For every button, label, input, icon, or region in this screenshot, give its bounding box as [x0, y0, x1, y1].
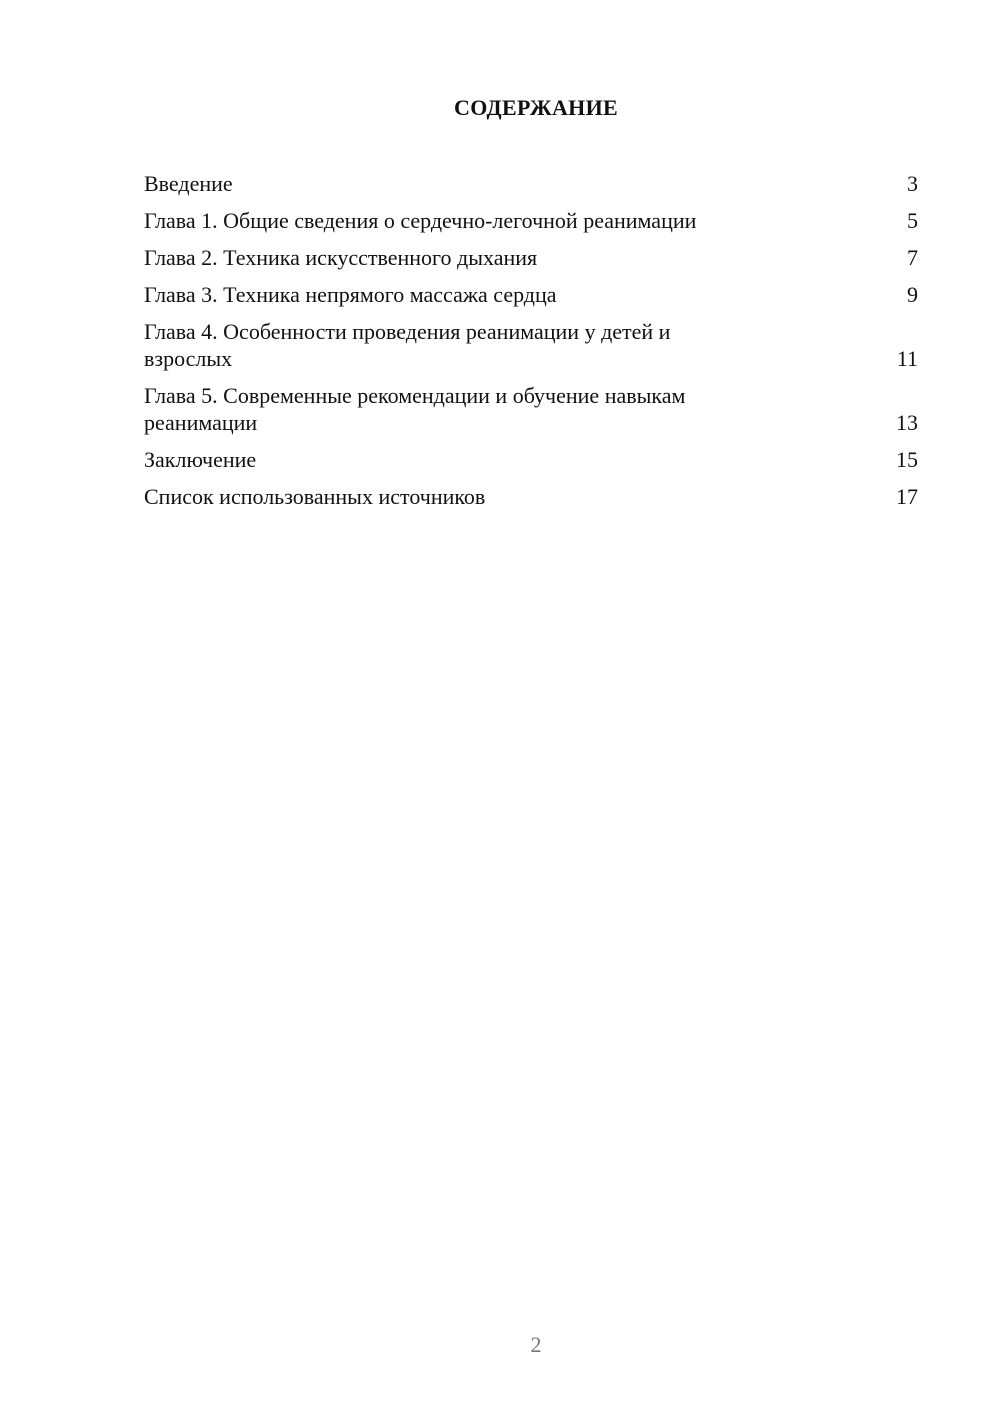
toc-entry-page: 9	[907, 282, 918, 307]
toc-entry-page: 11	[896, 346, 918, 371]
toc-entry-page: 17	[896, 484, 918, 509]
toc-entry-page: 15	[896, 447, 918, 472]
toc-entry-introduction[interactable]	[144, 170, 918, 197]
toc-entry-title: Глава 5. Современные рекомендации и обучение навыкам реанимации	[144, 383, 686, 435]
toc-entry-title: Глава 3. Техника непрямого массажа сердца	[144, 282, 557, 307]
toc-entry-title: Заключение	[144, 447, 257, 472]
table-of-contents	[144, 170, 918, 520]
toc-entry-page: 13	[896, 410, 918, 435]
toc-entry-page: 5	[907, 208, 918, 233]
toc-entry-title: Глава 4. Особенности проведения реанимации у детей и взрослых	[144, 319, 671, 371]
toc-entry-title: Глава 1. Общие сведения о сердечно-легочной реанимации	[144, 208, 697, 233]
toc-heading: СОДЕРЖАНИЕ	[454, 95, 618, 120]
toc-entry-title: Глава 2. Техника искусственного дыхания	[144, 245, 538, 270]
toc-entry-chapter-4[interactable]	[144, 318, 918, 372]
toc-entry-chapter-5[interactable]	[144, 382, 918, 436]
toc-entry-title: Введение	[144, 171, 233, 196]
toc-entry-title: Список использованных источников	[144, 484, 486, 509]
toc-entry-chapter-1[interactable]	[144, 207, 918, 234]
toc-entry-page: 7	[907, 245, 918, 270]
toc-entry-page: 3	[907, 171, 918, 196]
toc-entry-chapter-2[interactable]	[144, 244, 918, 271]
page-number: 2	[530, 1332, 542, 1357]
toc-entry-references[interactable]	[144, 483, 918, 510]
toc-entry-chapter-3[interactable]	[144, 281, 918, 308]
toc-entry-conclusion[interactable]	[144, 446, 918, 473]
